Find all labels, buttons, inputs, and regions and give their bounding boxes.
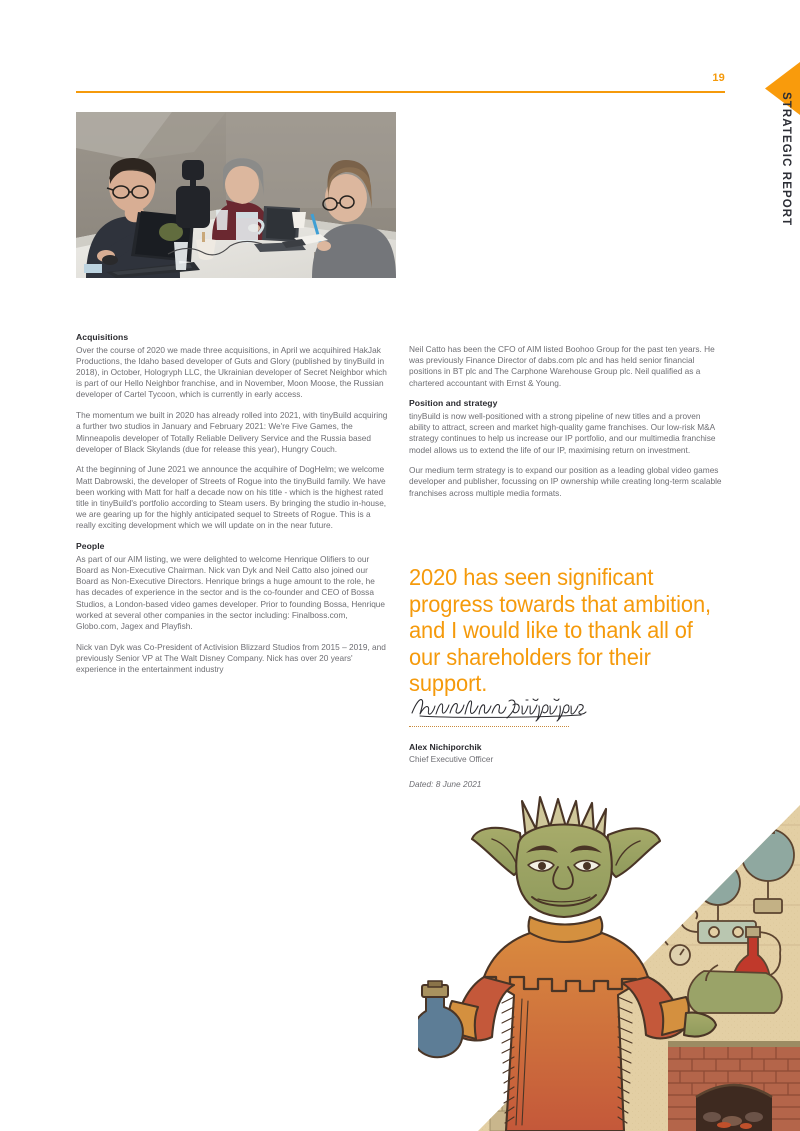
heading-position-and-strategy: Position and strategy [409, 398, 498, 409]
signature-divider [409, 726, 569, 727]
handwritten-signature [409, 694, 609, 722]
signatory-name: Alex Nichiporchik [409, 742, 482, 752]
paragraph-nick-van-dyk: Nick van Dyk was Co-President of Activision Blizzard Studios from 2015 – 2019, and previously Senior VP at The Walt Disney Company. Nick has over 20 years' experience in the entertainment industry [76, 641, 386, 675]
paragraph-momentum: The momentum we built in 2020 has already rolled into 2021, with tinyBuild acquiring a further two studios in January and February 2021: We're Five Games, the Minneapolis developer of Totally Reliable Delivery Service and the Russia based developer of Black Skylands (due for release this year), Hungry Couch. [76, 410, 388, 454]
paragraph-acquisitions: Over the course of 2020 we made three acquisitions, in April we acquihired HakJak Productions, the Idaho based developer of Guts and Glory (published by tinyBuild in 2018), in October, Hologryph LLC, the Ukrainian developer of Secret Neighbor which is part of our Hello Neighbor franchise, and in November, Moon Moose, the Russian developer of Cartel Tycoon, which is currently in early access. [76, 344, 387, 400]
signatory-role: Chief Executive Officer [409, 753, 494, 764]
goblin-alchemist-illustration [418, 795, 800, 1131]
page-number: 19 [712, 72, 725, 84]
heading-people: People [76, 541, 105, 552]
paragraph-doghelm: At the beginning of June 2021 we announce the acquihire of DogHelm; we welcome Matt Dabrowski, the developer of Streets of Rogue into the tinyBuild family. We have been working with Matt for half a decade now on his title - which is the highest rated title in tinyBuild's portfolio according to Steam users. By bringing the studio in-house, we are gearing up for the highly anticipated sequel to Streets of Rogue. This is a really exciting development which we will update on in the near future. [76, 464, 387, 531]
pull-quote: 2020 has seen significant progress towards that ambition, and I would like to thank all of our shareholders for their support. [409, 564, 712, 696]
heading-acquisitions: Acquisitions [76, 332, 129, 342]
paragraph-position: tinyBuild is now well-positioned with a strong pipeline of new titles and a proven ability to attract, screen and market high-quality game franchises. Our low-risk M&A strategy continues to help us increase our IP portfolio, and our multimedia franchise model allows us to extend the life of our IP, maximising return on investment. [409, 410, 716, 455]
paragraph-people: As part of our AIM listing, we were delighted to welcome Henrique Olifiers to our Board as Non-Executive Chairman. Nick van Dyk and Neil Catto also joined our Board as Non-Executive Directors. Henrique brings a huge amount to the role, he has decades of experience in the sector and is the co-founder and CEO of Bossa Studios, a London-based video games developer. Prior to founding Bossa, Henrique worked at several other companies in the sector including: Finalboss.com, Globo.com, Jagex and Playfish. [76, 553, 386, 631]
signature-block [409, 694, 609, 791]
team-meeting-photo [76, 112, 396, 278]
header-rule [76, 91, 725, 93]
paragraph-medium-term: Our medium term strategy is to expand our position as a leading global video games developer and publisher, focussing on IP ownership while creating long-term scalable franchises across multiple media formats. [409, 465, 722, 498]
right-text-column [409, 344, 722, 499]
left-text-column [76, 332, 389, 675]
signature-date: Dated: 8 June 2021 [409, 779, 482, 790]
paragraph-neil-catto: Neil Catto has been the CFO of AIM listed Boohoo Group for the past ten years. He was previously Finance Director of dabs.com plc and has held senior financial positions in BT plc and The Carphone Warehouse Group plc. Neil qualified as a chartered accountant with Ernst & Young. [409, 344, 715, 388]
section-tab-strategic-report: STRATEGIC REPORT [780, 92, 792, 227]
